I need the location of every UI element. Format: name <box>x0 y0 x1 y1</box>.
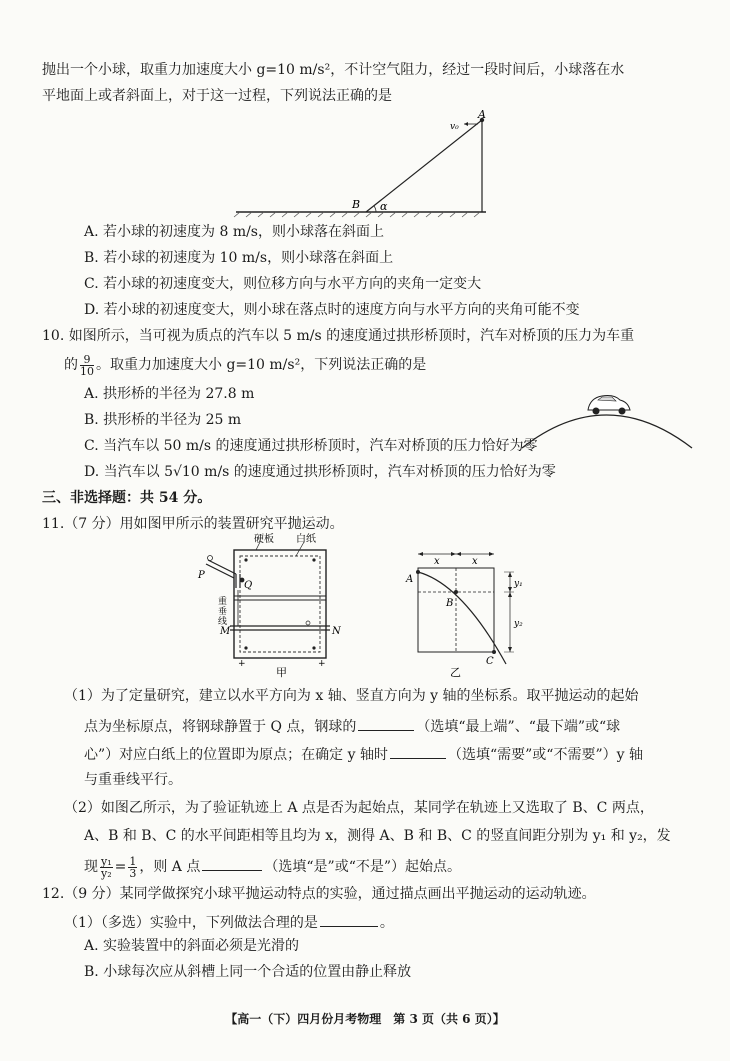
q11-part2-line3-b: （选填“是”或“不是”）起始点。 <box>264 859 462 875</box>
q11-part1-line3-a: 心”）对应白纸上的位置即为原点；在确定 y 轴时 <box>84 747 388 763</box>
q12-part1-a: （1）（多选）实验中，下列做法合理的是 <box>64 915 318 931</box>
q11-yi-caption: 乙 <box>450 666 461 679</box>
q11-jia-label-q: Q <box>244 580 253 591</box>
q11-part1-line1: （1）为了定量研究，建立以水平方向为 x 轴、竖直方向为 y 轴的坐标系。取平抛运动的起始 <box>64 688 639 704</box>
q11-ratio-equals: = <box>114 859 127 875</box>
q9-label-b: B <box>352 198 361 211</box>
q10-fraction-den: 10 <box>80 364 94 378</box>
q11-ratio-den: y₂ <box>101 866 112 880</box>
q11-answer-blank-2[interactable] <box>390 742 446 759</box>
q12-part1-b: 。 <box>379 915 394 931</box>
q12-option-b: B. 小球每次应从斜槽上同一个合适的位置由静止释放 <box>84 964 412 980</box>
q11-yi-label-x2: x <box>472 556 478 567</box>
q11-jia-label-m: M <box>220 626 231 637</box>
q11-part1-line2-b: （选填“最上端”、“最下端”或“球 <box>416 719 621 735</box>
q12-stem: 12.（9 分）某同学做探究小球平抛运动特点的实验，通过描点画出平抛运动的运动轨迹。 <box>42 886 596 902</box>
q11-answer-blank-1[interactable] <box>358 714 414 731</box>
q10-stem-pre: 的 <box>64 357 78 373</box>
svg-text:+: + <box>238 659 246 669</box>
q11-ratio-value-den: 3 <box>129 866 137 880</box>
q10-option-a: A. 拱形桥的半径为 27.8 m <box>84 386 255 402</box>
q9-option-d: D. 若小球的初速度变大，则小球在落点时的速度方向与水平方向的夹角可能不变 <box>84 302 580 318</box>
q11-stem: 11.（7 分）用如图甲所示的装置研究平抛运动。 <box>42 516 344 532</box>
q11-part1-line3-b: （选填“需要”或“不需要”）y 轴 <box>447 747 643 763</box>
q12-part1 <box>64 910 394 933</box>
q9-label-alpha: α <box>380 200 388 213</box>
q11-jia-label-paper: 白纸 <box>296 534 316 545</box>
q9-option-a: A. 若小球的初速度为 8 m/s，则小球落在斜面上 <box>84 224 384 240</box>
q11-part2-line1: （2）如图乙所示，为了验证轨迹上 A 点是否为起始点，某同学在轨迹上又选取了 B、C 两点， <box>64 800 654 816</box>
q11-part2-line3 <box>84 852 461 882</box>
q9-label-a: A <box>478 108 486 121</box>
q9-label-v0: v₀ <box>450 122 459 132</box>
q11-part1-line3 <box>84 742 643 765</box>
page-footer: 【高一（下）四月份月考物理 第 3 页（共 6 页）】 <box>225 1012 505 1026</box>
q11-yi-label-y2: y₂ <box>514 619 523 629</box>
q11-ratio-num: y₁ <box>101 854 112 868</box>
q11-figure-jia <box>196 530 346 680</box>
q10-option-b: B. 拱形桥的半径为 25 m <box>84 412 242 428</box>
q9-option-c: C. 若小球的初速度变大，则位移方向与水平方向的夹角一定变大 <box>84 276 482 292</box>
q11-ratio-fraction <box>100 856 113 879</box>
q11-part1-line2-a: 点为坐标原点，将钢球静置于 Q 点，钢球的 <box>84 719 357 735</box>
q10-stem-post: 。取重力加速度大小 g=10 m/s²，下列说法正确的是 <box>96 357 427 373</box>
q11-yi-label-c: C <box>486 656 494 667</box>
q10-stem-line1: 10. 如图所示，当可视为质点的汽车以 5 m/s 的速度通过拱形桥顶时，汽车对桥顶的压力为车重 <box>42 328 635 344</box>
q10-option-c: C. 当汽车以 50 m/s 的速度通过拱形桥顶时，汽车对桥顶的压力恰好为零 <box>84 438 538 454</box>
q9-stem-line1: 抛出一个小球，取重力加速度大小 g=10 m/s²，不计空气阻力，经过一段时间后，小球落在水 <box>42 62 625 78</box>
section-3-heading: 三、非选择题：共 54 分。 <box>42 490 212 506</box>
svg-text:+: + <box>318 659 326 669</box>
q10-fraction <box>80 354 94 377</box>
q11-jia-caption: 甲 <box>276 666 287 679</box>
q11-answer-blank-3[interactable] <box>202 854 262 871</box>
q12-option-a: A. 实验装置中的斜面必须是光滑的 <box>84 938 300 954</box>
q10-option-d: D. 当汽车以 5√10 m/s 的速度通过拱形桥顶时，汽车对桥顶的压力恰好为零 <box>84 464 556 480</box>
q11-yi-label-b: B <box>446 598 454 609</box>
q11-part1-line2 <box>84 714 620 737</box>
q10-arch-bridge-figure <box>518 384 696 450</box>
q11-jia-label-plumb-2: 垂 <box>218 607 228 617</box>
car-icon <box>588 396 630 415</box>
q11-part2-line3-a: ，则 A 点 <box>139 859 201 875</box>
q11-jia-label-n: N <box>332 626 341 637</box>
q9-incline-figure <box>230 108 492 218</box>
q12-answer-blank-1[interactable] <box>320 910 378 927</box>
q11-jia-label-plumb-3: 线 <box>218 617 228 627</box>
q11-ratio-value-fraction <box>128 856 137 879</box>
q9-option-b: B. 若小球的初速度为 10 m/s，则小球落在斜面上 <box>84 250 394 266</box>
q11-yi-label-x1: x <box>434 556 440 567</box>
q11-jia-label-plumb-1: 重 <box>218 597 228 607</box>
q11-part1-line4: 与重垂线平行。 <box>84 772 182 788</box>
q10-stem-line2 <box>64 352 426 378</box>
q9-stem-line2: 平地面上或者斜面上，对于这一过程，下列说法正确的是 <box>42 88 392 104</box>
q11-jia-label-board: 硬板 <box>254 534 274 545</box>
q11-yi-label-a: A <box>406 574 414 585</box>
q11-part2-line2: A、B 和 B、C 的水平间距相等且均为 x，测得 A、B 和 B、C 的竖直间距分别为 y₁ 和 y₂，发 <box>84 828 671 844</box>
q11-part2-line3-pre: 现 <box>84 859 98 875</box>
q11-jia-label-p: P <box>198 570 205 581</box>
q11-yi-label-y1: y₁ <box>514 579 523 589</box>
q11-figure-yi <box>398 548 536 680</box>
q11-ratio-value-num: 1 <box>129 854 137 868</box>
q10-fraction-num: 9 <box>80 354 94 366</box>
